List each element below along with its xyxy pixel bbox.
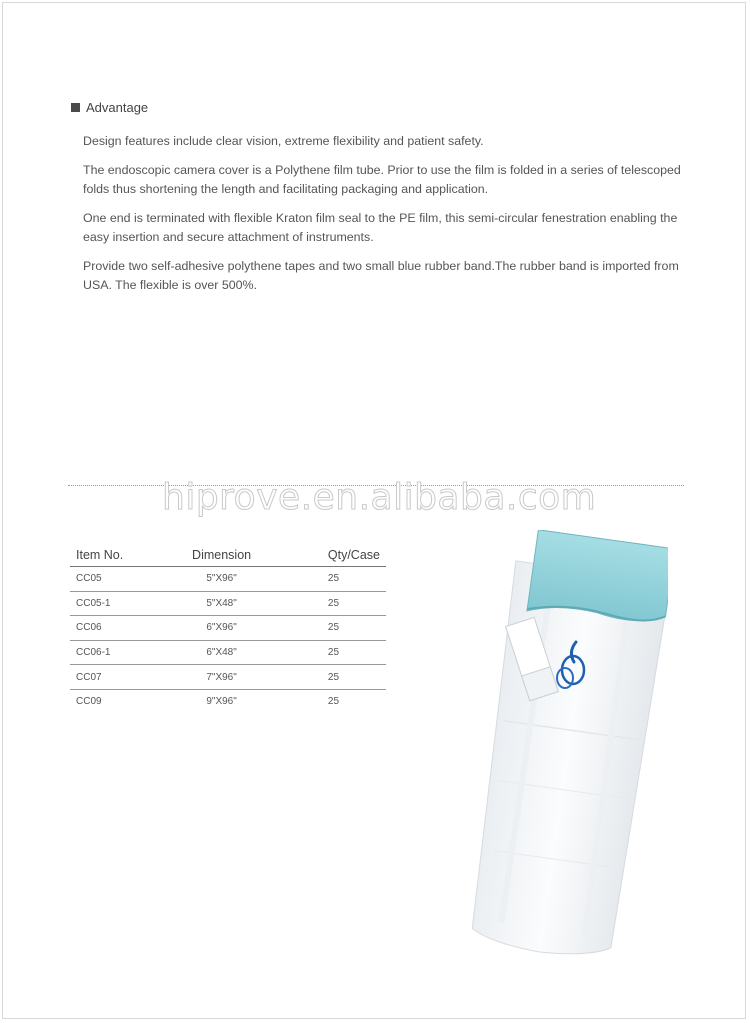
- section-heading-text: Advantage: [86, 100, 149, 115]
- table-row: [70, 567, 386, 592]
- cell-item-no: CC05: [70, 567, 162, 592]
- cell-qty: 25: [327, 696, 340, 708]
- cell-qty: 25: [275, 640, 386, 665]
- table-row: [70, 665, 386, 690]
- header-dimension: Dimension: [162, 544, 275, 567]
- section-heading: [71, 100, 148, 115]
- table-row: [70, 640, 386, 665]
- advantage-paragraphs: [83, 132, 693, 305]
- cell-dimension: 5"X96": [162, 567, 275, 592]
- cell-dimension: 9"X96": [206, 696, 237, 708]
- cell-item-no: CC07: [70, 665, 162, 690]
- table-header-row: [70, 544, 386, 567]
- cell-item-no: CC09: [76, 696, 102, 708]
- watermark: hiprove.en.alibaba.com: [162, 477, 597, 518]
- cell-dimension: 7"X96": [162, 665, 275, 690]
- cell-dimension: 6"X96": [162, 616, 275, 641]
- cell-item-no: CC05-1: [70, 591, 162, 616]
- table-row: [70, 616, 386, 641]
- spec-table: [70, 544, 386, 714]
- square-bullet-icon: [71, 103, 80, 112]
- cell-item-no: CC06: [70, 616, 162, 641]
- cell-dimension: 6"X48": [162, 640, 275, 665]
- cell-dimension: 5"X48": [162, 591, 275, 616]
- camera-cover-product-image: [468, 530, 668, 980]
- paragraph-3: One end is terminated with flexible Kraton film seal to the PE film, this semi-circular fenestration enabling the easy insertion and secure attachment of instruments.: [83, 210, 678, 244]
- cell-qty: 25: [275, 567, 386, 592]
- header-qty-case: Qty/Case: [275, 544, 386, 567]
- cell-item-no: CC06-1: [70, 640, 162, 665]
- table-row: [70, 689, 386, 713]
- cell-qty: 25: [275, 616, 386, 641]
- paragraph-1: Design features include clear vision, extreme flexibility and patient safety.: [83, 134, 484, 148]
- header-item-no: Item No.: [70, 544, 162, 567]
- paragraph-4: Provide two self-adhesive polythene tapes and two small blue rubber band.The rubber band is imported from USA. The flexible is over 500%.: [83, 258, 679, 292]
- cell-qty: 25: [275, 665, 386, 690]
- table-row: [70, 591, 386, 616]
- cell-qty: 25: [275, 591, 386, 616]
- paragraph-2: The endoscopic camera cover is a Polythene film tube. Prior to use the film is folded in a series of telescoped folds thus shortening the length and facilitating packaging and application.: [83, 162, 681, 196]
